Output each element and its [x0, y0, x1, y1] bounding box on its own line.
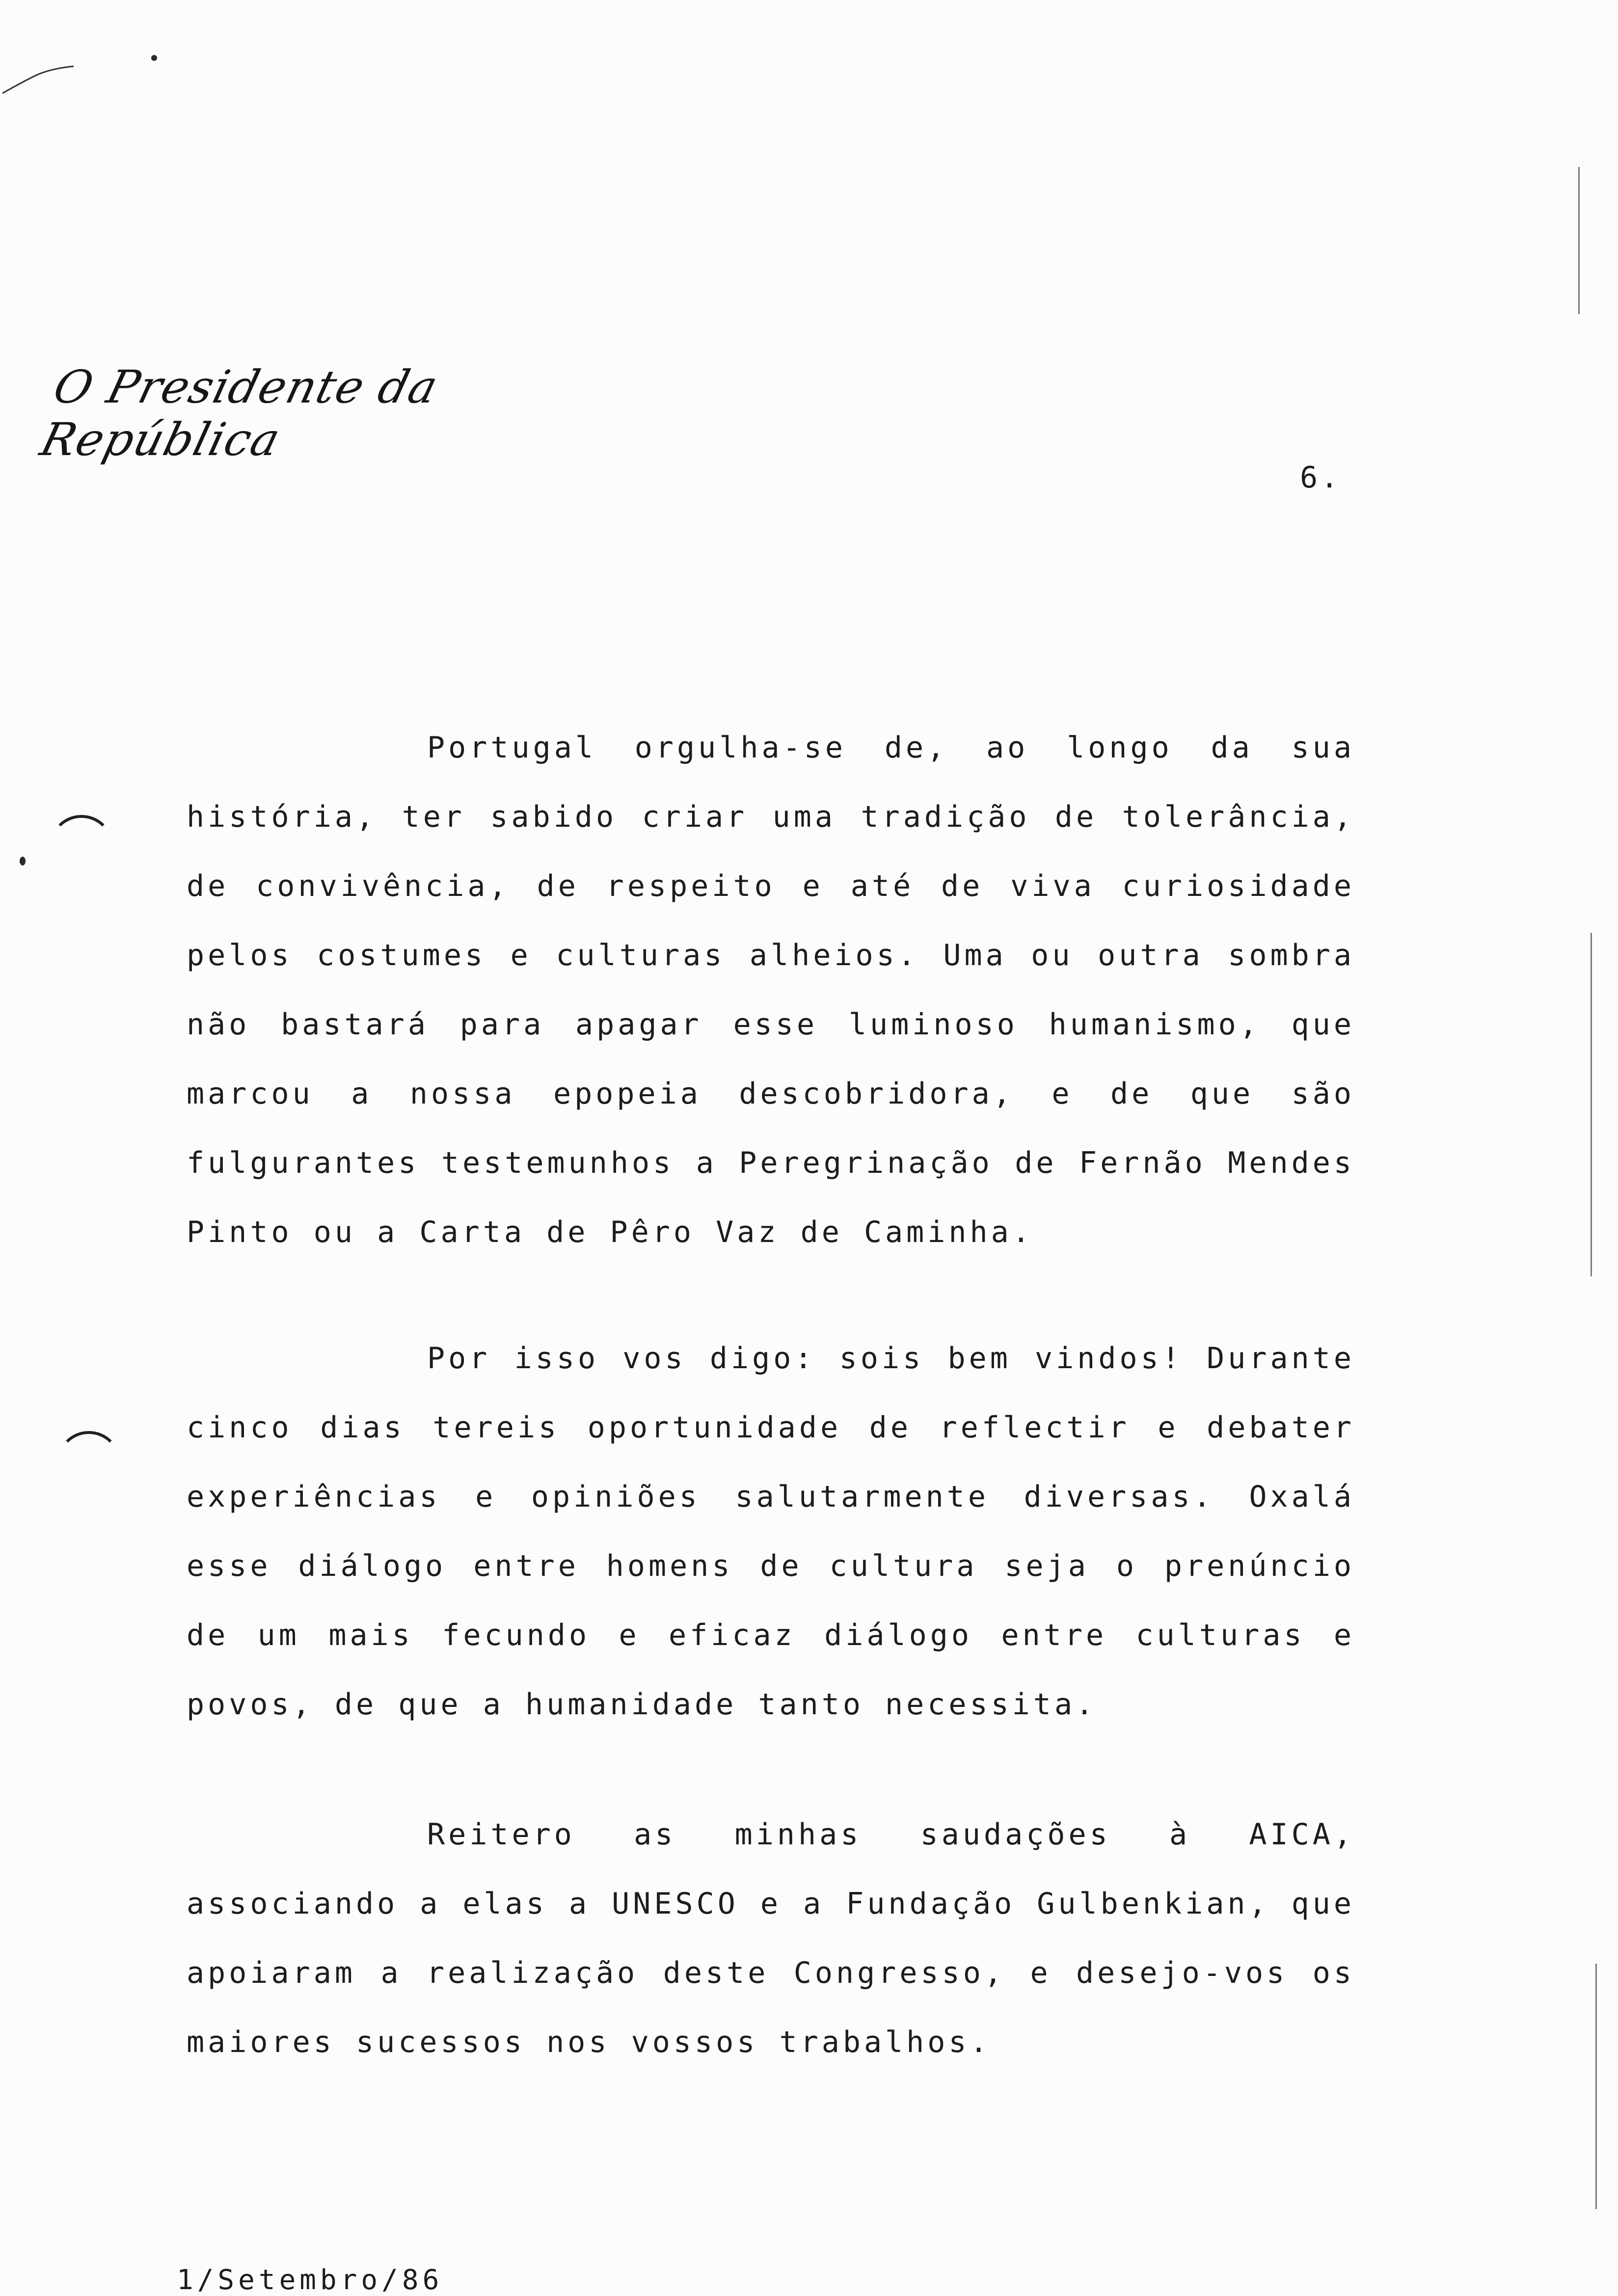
scan-edge-line [1578, 167, 1580, 314]
scan-mark-dot [151, 55, 157, 61]
scan-mark-punch-hole [56, 1431, 121, 1496]
footer-date: 1/Setembro/86 [177, 2264, 443, 2296]
scan-edge-line [1595, 1964, 1597, 2209]
scan-mark-scribble [0, 59, 79, 98]
scan-mark-punch-hole [49, 815, 114, 880]
paragraph: Reitero as minhas saudações à AICA, associando a elas a UNESCO e a Fundação Gulbenkian, que apoiaram a realização deste Congresso, e desejo-vos os maiores sucessos nos vossos trabalhos. [187, 1817, 1355, 2059]
scan-mark-dot [20, 857, 26, 865]
paragraph: Por isso vos digo: sois bem vindos! Durante cinco dias tereis oportunidade de reflectir e debater experiências e opiniões salutarmente diversas. Oxalá esse diálogo entre homens de cultura seja o prenúncio de um mais fecundo e eficaz diálogo entre culturas e povos, de que a humanidade tanto necessita. [187, 1341, 1355, 1722]
page-number: 6. [1300, 460, 1342, 495]
paragraph: Portugal orgulha-se de, ao longo da sua história, ter sabido criar uma tradição de tolerância, de convivência, de respeito e até de viva curiosidade pelos costumes e culturas alheios. Uma ou outra sombra não bastará para apagar esse luminoso humanismo, que marcou a nossa epopeia descobridora, e de que são fulgurantes testemunhos a Peregrinação de Fernão Mendes Pinto ou a Carta de Pêro Vaz de Caminha. [187, 730, 1355, 1249]
scan-edge-line [1591, 933, 1592, 1276]
letterhead: O Presidente da República [35, 361, 444, 466]
